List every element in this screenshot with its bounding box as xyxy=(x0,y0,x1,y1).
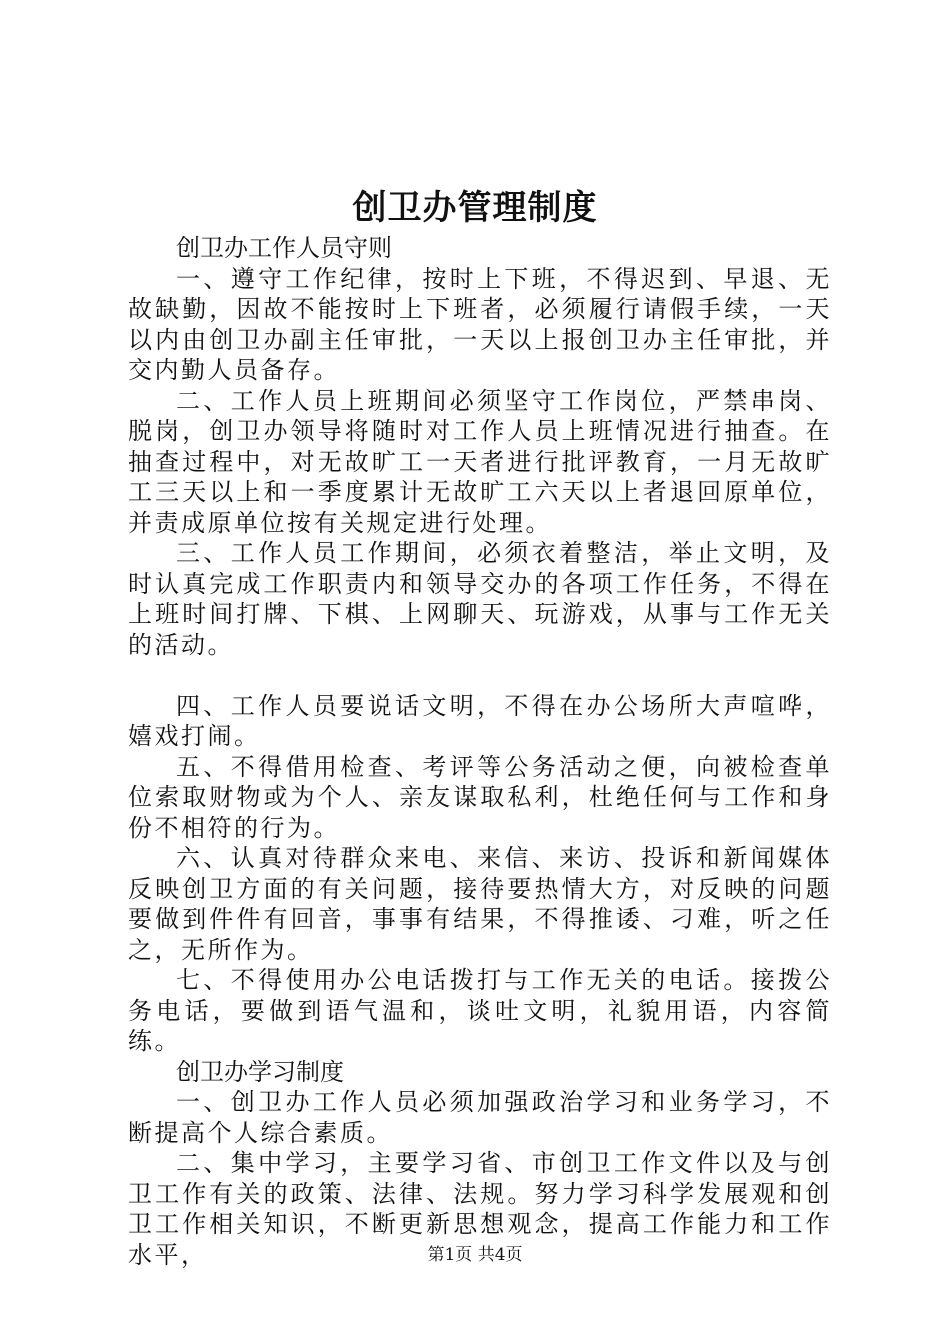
paragraph-rule-5: 五、不得借用检查、考评等公务活动之便，向被检查单位索取财物或为个人、亲友谋取私利，杜绝任何与工作和身份不相符的行为。 xyxy=(128,752,832,842)
paragraph-rule-4: 四、工作人员要说话文明，不得在办公场所大声喧哗，嬉戏打闹。 xyxy=(128,691,832,750)
paragraph-rule-3: 三、工作人员工作期间，必须衣着整洁，举止文明，及时认真完成工作职责内和领导交办的各项工作任务，不得在上班时间打牌、下棋、上网聊天、玩游戏，从事与工作无关的活动。 xyxy=(128,539,832,659)
section-heading-staff-rules: 创卫办工作人员守则 xyxy=(176,234,392,262)
paragraph-study-2: 二、集中学习，主要学习省、市创卫工作文件以及与创卫工作有关的政策、法律、法规。努力学习科学发展观和创卫工作相关知识，不断更新思想观念，提高工作能力和工作水平， xyxy=(128,1149,832,1269)
document-body xyxy=(128,233,832,1270)
blank-line xyxy=(128,660,832,691)
page-footer: 第1页 共4页 xyxy=(427,1245,523,1265)
paragraph-rule-2: 二、工作人员上班期间必须坚守工作岗位，严禁串岗、脱岗，创卫办领导将随时对工作人员上班情况进行抽查。在抽查过程中，对无故旷工一天者进行批评教育，一月无故旷工三天以上和一季度累计无故旷工六天以上者退回原单位，并责成原单位按有关规定进行处理。 xyxy=(128,386,832,537)
section-heading-study-system: 创卫办学习制度 xyxy=(176,1057,344,1086)
paragraph-rule-7: 七、不得使用办公电话拨打与工作无关的电话。接拨公务电话，要做到语气温和，谈吐文明，礼貌用语，内容简练。 xyxy=(128,966,832,1055)
paragraph-rule-1: 一、遵守工作纪律，按时上下班，不得迟到、早退、无故缺勤，因故不能按时上下班者，必须履行请假手续，一天以内由创卫办副主任审批，一天以上报创卫办主任审批，并交内勤人员备存。 xyxy=(128,264,832,384)
document-title: 创卫办管理制度 xyxy=(352,188,598,228)
paragraph-rule-6: 六、认真对待群众来电、来信、来访、投诉和新闻媒体反映创卫方面的有关问题，接待要热情大方，对反映的问题要做到件件有回音，事事有结果，不得推诿、刁难，听之任之，无所作为。 xyxy=(128,844,832,964)
paragraph-study-1: 一、创卫办工作人员必须加强政治学习和业务学习，不断提高个人综合素质。 xyxy=(128,1088,832,1147)
